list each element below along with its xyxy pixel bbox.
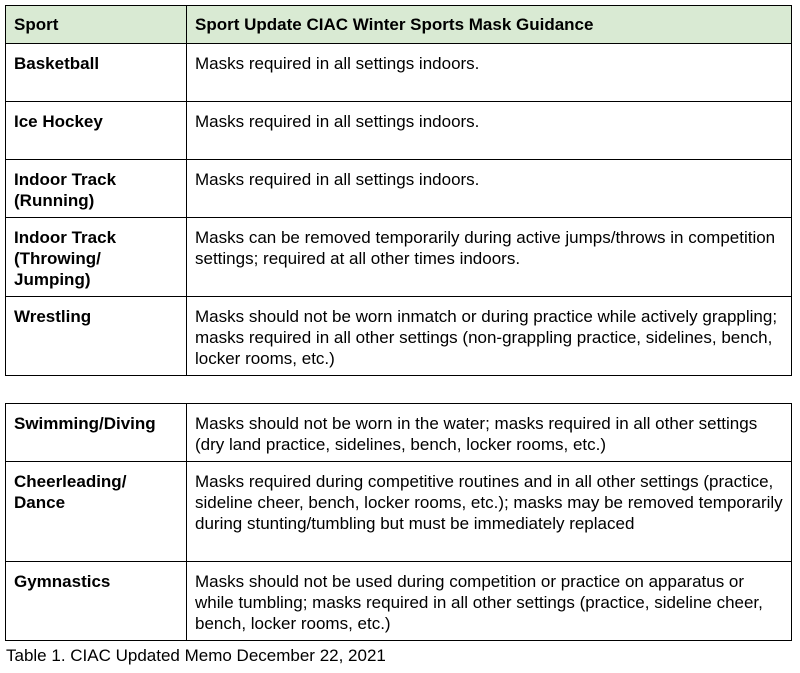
table-row [6,102,792,160]
guidance-cell: Masks required during competitive routines and in all other settings (practice, sideline cheer, bench, locker rooms, etc.); masks may be removed temporarily during stunting/tumbling but must be immediately replaced [187,462,792,562]
table-row [6,462,792,562]
sport-cell: Cheerleading/ Dance [6,462,187,562]
table-row [6,218,792,297]
sport-cell: Indoor Track (Running) [6,160,187,218]
guidance-cell: Masks should not be worn inmatch or during practice while actively grappling; masks required in all other settings (non-grappling practice, sidelines, bench, locker rooms, etc.) [187,297,792,376]
guidance-cell: Masks required in all settings indoors. [187,160,792,218]
sport-cell: Basketball [6,44,187,102]
sport-cell: Swimming/Diving [6,404,187,462]
guidance-cell: Masks can be removed temporarily during active jumps/throws in competition settings; required at all other times indoors. [187,218,792,297]
table-row [6,562,792,641]
guidance-cell: Masks should not be used during competition or practice on apparatus or while tumbling; masks required in all other settings (practice, sideline cheer, bench, locker rooms, etc.) [187,562,792,641]
guidance-cell: Masks required in all settings indoors. [187,102,792,160]
table-row [6,404,792,462]
sport-cell: Indoor Track (Throwing/ Jumping) [6,218,187,297]
header-sport: Sport [6,6,187,44]
table-row [6,297,792,376]
sport-cell: Ice Hockey [6,102,187,160]
table-row [6,44,792,102]
mask-guidance-table [5,5,792,376]
header-row [6,6,792,44]
header-guidance: Sport Update CIAC Winter Sports Mask Guidance [187,6,792,44]
sport-cell: Gymnastics [6,562,187,641]
guidance-cell: Masks required in all settings indoors. [187,44,792,102]
table-caption: Table 1. CIAC Updated Memo December 22, 2021 [6,646,386,665]
guidance-cell: Masks should not be worn in the water; masks required in all other settings (dry land practice, sidelines, bench, locker rooms, etc.) [187,404,792,462]
sport-cell: Wrestling [6,297,187,376]
table-row [6,160,792,218]
mask-guidance-table-continued [5,403,792,641]
